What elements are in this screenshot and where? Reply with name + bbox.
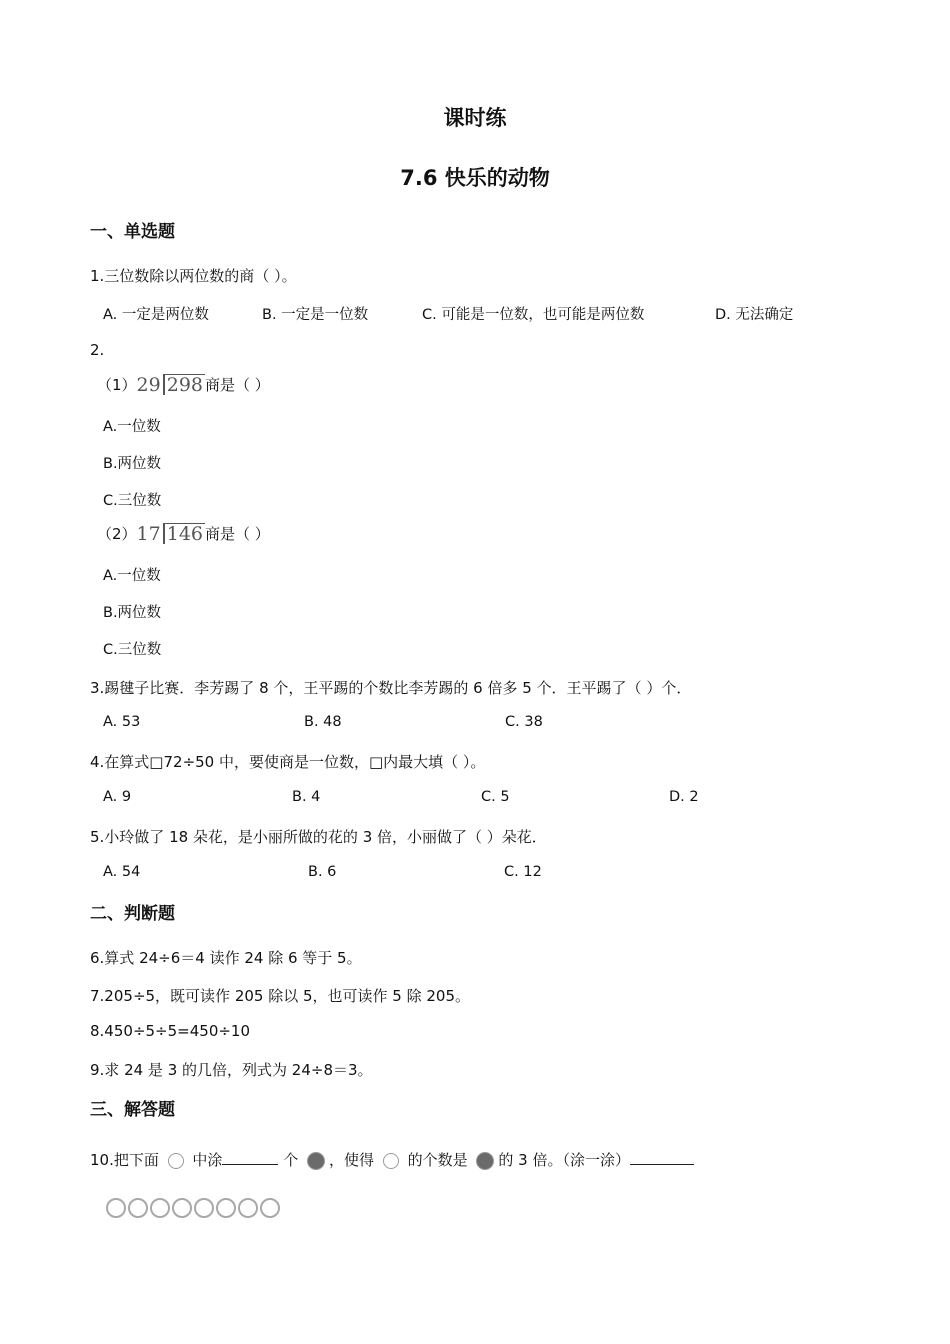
paintable-circle-icon[interactable] xyxy=(216,1198,236,1218)
paintable-circle-icon[interactable] xyxy=(172,1198,192,1218)
question-3-text: 3.踢毽子比赛．李芳踢了 8 个，王平踢的个数比李芳踢的 6 倍多 5 个．王平踢了（ ）个． xyxy=(90,679,692,697)
question-4-option-c: C. 5 xyxy=(481,789,510,805)
question-4-option-a: A. 9 xyxy=(103,789,132,805)
long-division-17-146 xyxy=(137,523,205,545)
part-1-suffix: 商是（ ） xyxy=(205,376,270,394)
empty-circle-icon xyxy=(168,1153,184,1169)
circles-to-color xyxy=(106,1198,282,1222)
question-4-text: 4.在算式□72÷50 中，要使商是一位数，□内最大填（ ）。 xyxy=(90,753,486,771)
question-3-option-b: B. 48 xyxy=(304,714,342,730)
paintable-circle-icon[interactable] xyxy=(106,1198,126,1218)
empty-circle-icon xyxy=(383,1153,399,1169)
paintable-circle-icon[interactable] xyxy=(238,1198,258,1218)
q10-part-1: 10.把下面 xyxy=(90,1151,159,1169)
q10-part-6: 的 3 倍。（涂一涂） xyxy=(498,1151,630,1169)
division-divisor: 17 xyxy=(136,522,161,545)
section-heading-single-choice: 一、单选题 xyxy=(90,222,175,242)
question-2-2-option-c: C.三位数 xyxy=(103,642,162,658)
question-4-option-d: D. 2 xyxy=(669,789,699,805)
q10-part-2: 中涂 xyxy=(192,1151,223,1169)
question-9-text: 9.求 24 是 3 的几倍，列式为 24÷8＝3。 xyxy=(90,1061,373,1079)
part-1-prefix: （1） xyxy=(97,376,137,394)
question-2-2-option-a: A.一位数 xyxy=(103,568,161,584)
part-2-suffix: 商是（ ） xyxy=(205,525,270,543)
question-7-text: 7.205÷5，既可读作 205 除以 5，也可读作 5 除 205。 xyxy=(90,987,471,1005)
q10-part-4: ，使得 xyxy=(329,1151,375,1169)
question-2-2-option-b: B.两位数 xyxy=(103,605,162,621)
page-title: 课时练 xyxy=(443,106,507,130)
question-2-1-option-a: A.一位数 xyxy=(103,419,161,435)
question-1-option-a: A. 一定是两位数 xyxy=(103,307,209,323)
part-2-prefix: （2） xyxy=(97,525,137,543)
question-10-text xyxy=(90,1149,694,1170)
question-5-option-c: C. 12 xyxy=(504,864,542,880)
section-heading-solve: 三、解答题 xyxy=(90,1100,175,1120)
question-8-text: 8.450÷5÷5=450÷10 xyxy=(90,1022,251,1040)
question-4-option-b: B. 4 xyxy=(292,789,321,805)
question-1-option-d: D. 无法确定 xyxy=(715,307,794,323)
division-dividend: 298 xyxy=(163,374,205,395)
question-1-text: 1.三位数除以两位数的商（ ）。 xyxy=(90,267,297,285)
question-5-text: 5.小玲做了 18 朵花，是小丽所做的花的 3 倍，小丽做了（ ）朵花． xyxy=(90,828,547,846)
question-3-option-c: C. 38 xyxy=(505,714,543,730)
question-2-1-option-b: B.两位数 xyxy=(103,456,162,472)
paintable-circle-icon[interactable] xyxy=(194,1198,214,1218)
filled-circle-icon xyxy=(307,1152,325,1170)
question-5-option-b: B. 6 xyxy=(308,864,337,880)
section-heading-true-false: 二、判断题 xyxy=(90,904,175,924)
division-divisor: 29 xyxy=(136,373,161,396)
question-1-option-b: B. 一定是一位数 xyxy=(262,307,369,323)
question-2-text: 2. xyxy=(90,341,105,359)
question-6-text: 6.算式 24÷6＝4 读作 24 除 6 等于 5。 xyxy=(90,949,362,967)
division-dividend: 146 xyxy=(163,523,205,544)
question-3-option-a: A. 53 xyxy=(103,714,141,730)
question-2-part-2 xyxy=(97,523,270,546)
answer-blank[interactable] xyxy=(222,1149,278,1165)
question-1-option-c: C. 可能是一位数，也可能是两位数 xyxy=(422,307,645,323)
paintable-circle-icon[interactable] xyxy=(150,1198,170,1218)
question-5-option-a: A. 54 xyxy=(103,864,141,880)
q10-part-5: 的个数是 xyxy=(407,1151,468,1169)
answer-blank-2[interactable] xyxy=(630,1149,694,1165)
filled-circle-icon xyxy=(476,1152,494,1170)
paintable-circle-icon[interactable] xyxy=(128,1198,148,1218)
q10-part-3: 个 xyxy=(283,1151,299,1169)
paintable-circle-icon[interactable] xyxy=(260,1198,280,1218)
page-subtitle: 7.6 快乐的动物 xyxy=(400,166,550,190)
question-2-1-option-c: C.三位数 xyxy=(103,493,162,509)
question-2-part-1 xyxy=(97,374,270,397)
long-division-29-298 xyxy=(137,374,205,396)
